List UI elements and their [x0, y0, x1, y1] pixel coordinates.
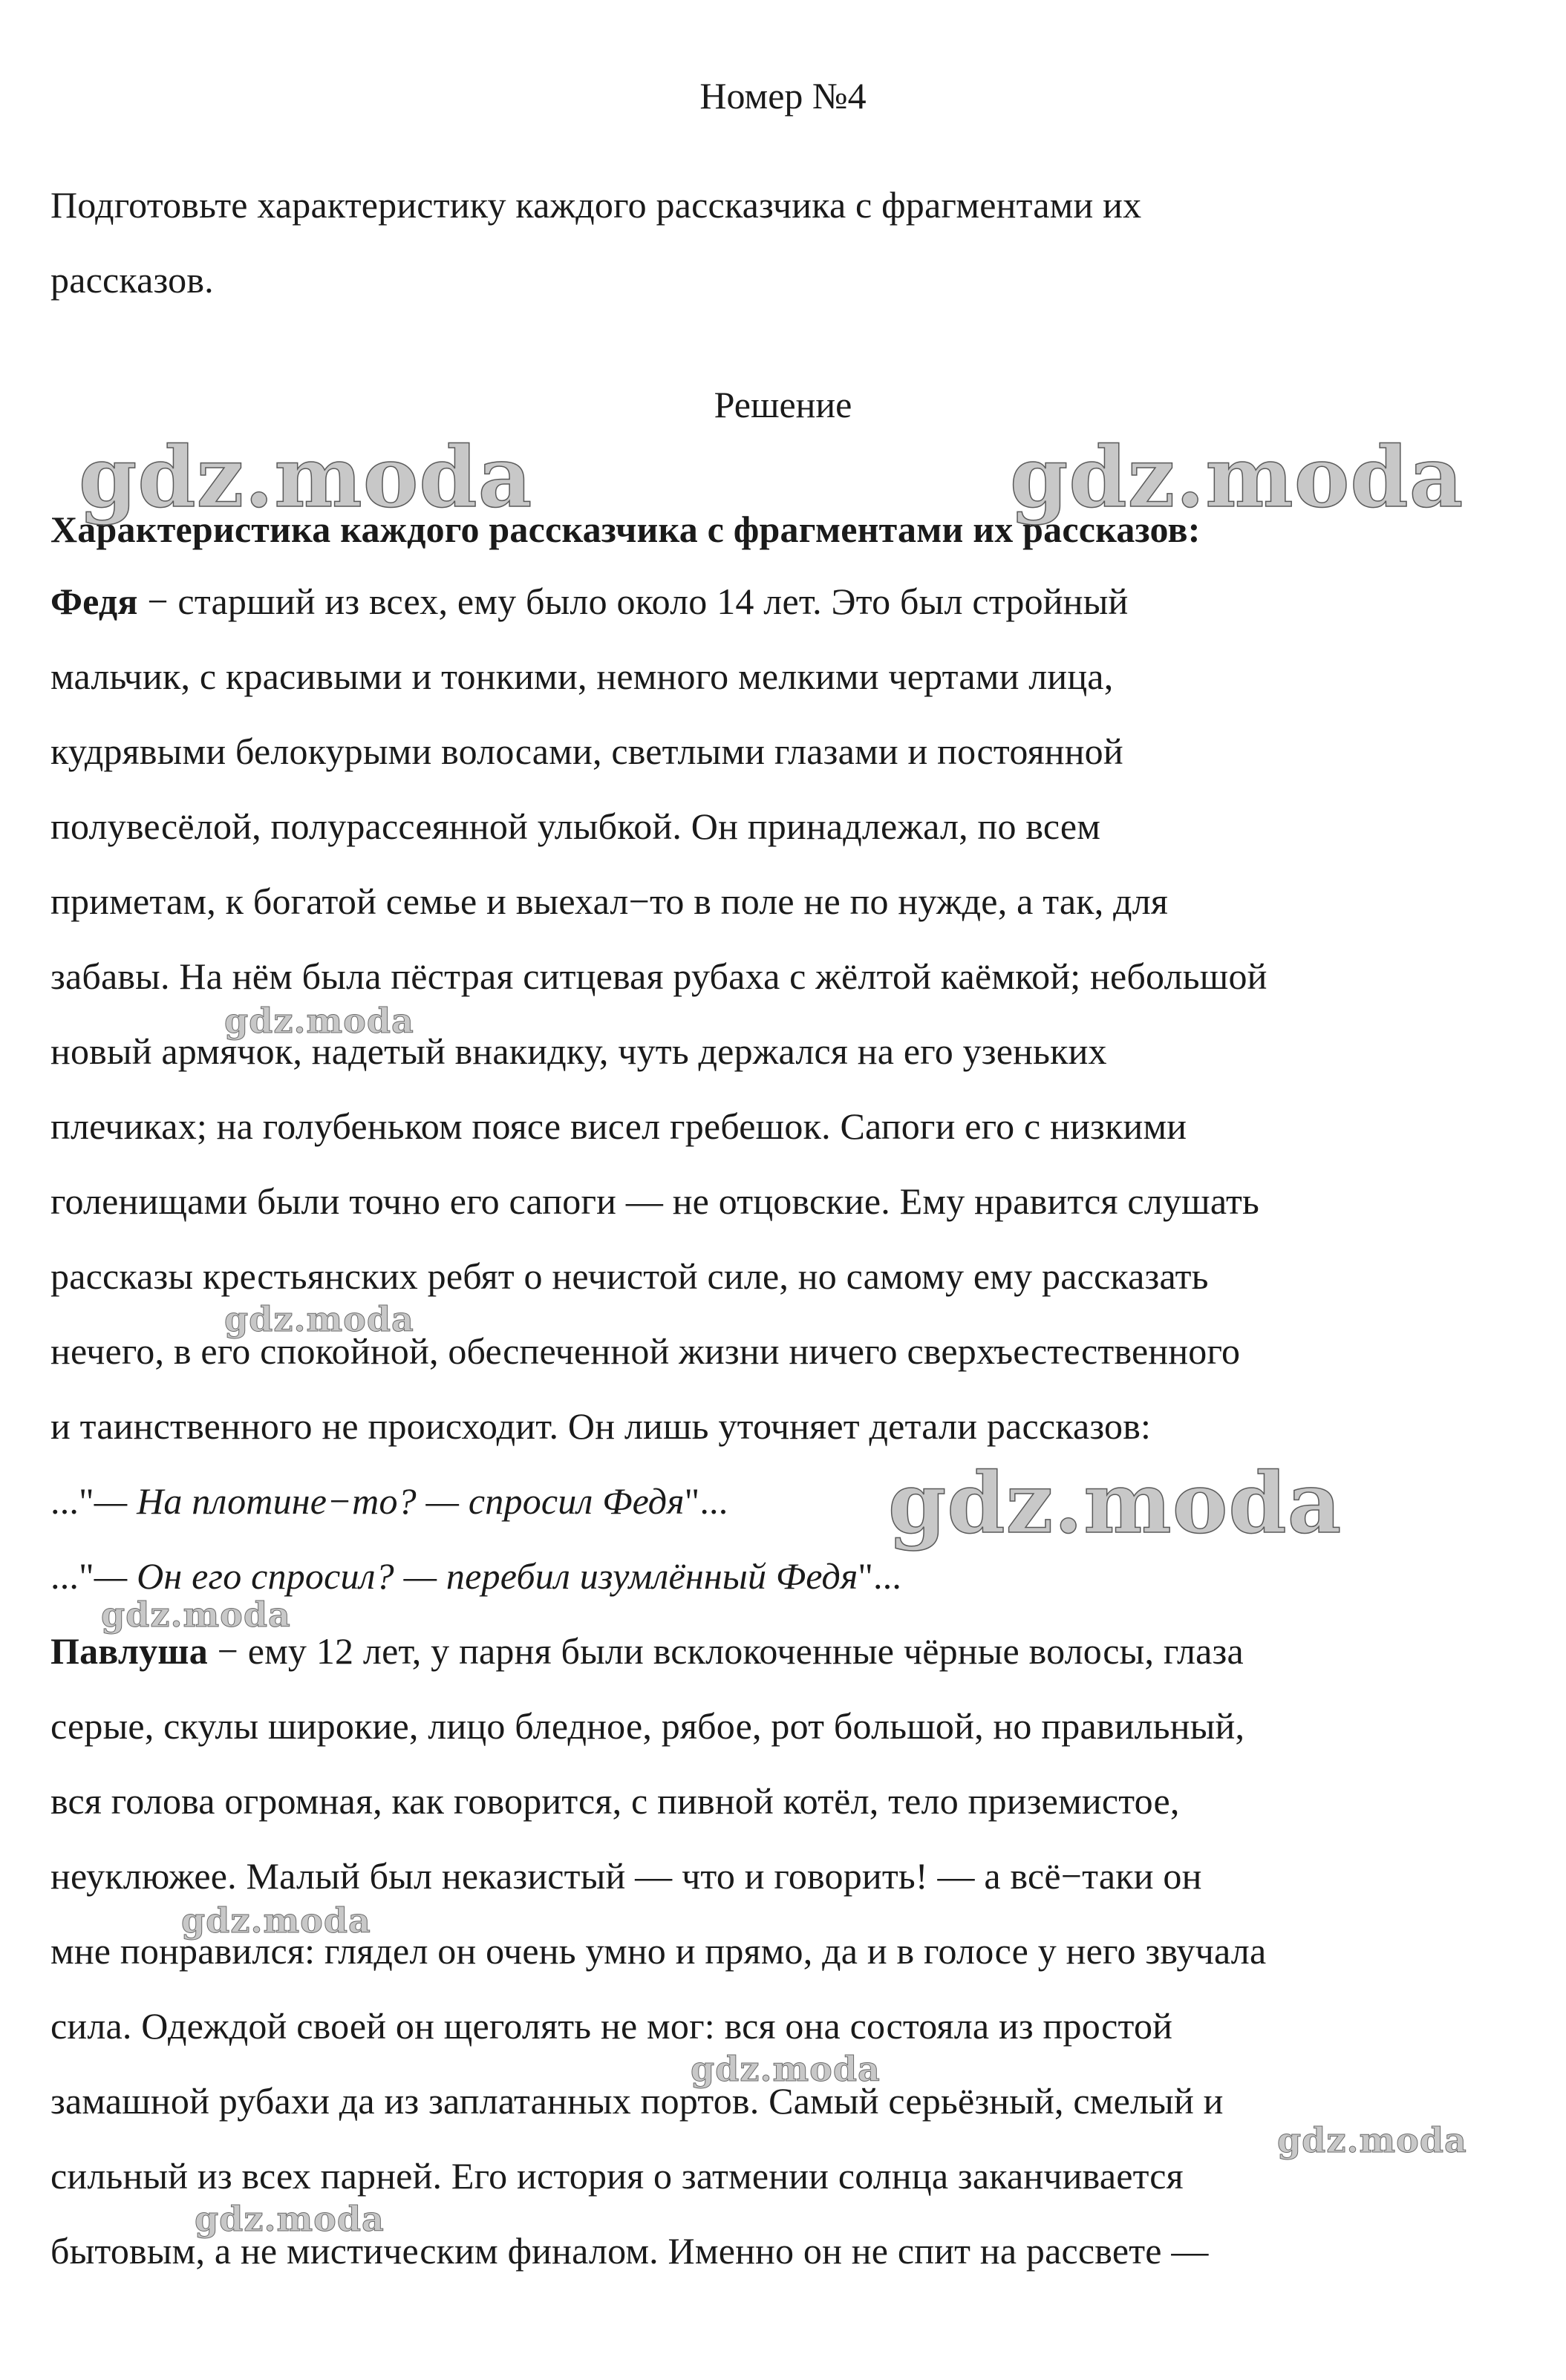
- pavlusha-line: сила. Одеждой своей он щеголять не мог: вся она состояла из простой: [50, 2005, 1173, 2047]
- fedya-line: и таинственного не происходит. Он лишь уточняет детали рассказов:: [50, 1405, 1152, 1447]
- fedya-line: новый армячок, надетый внакидку, чуть держался на его узеньких: [50, 1030, 1107, 1072]
- watermark: gdz.moda: [195, 2199, 385, 2239]
- pavlusha-line: [50, 1632, 1244, 1670]
- watermark: gdz.moda: [888, 1455, 1342, 1552]
- watermark: gdz.moda: [224, 1299, 414, 1339]
- solution-subheading: Характеристика каждого рассказчика с фрагментами их рассказов:: [50, 509, 1201, 550]
- fedya-line: [50, 583, 1128, 620]
- quote-open: ...": [50, 1480, 94, 1522]
- fedya-line: плечиках; на голубеньком поясе висел гребешок. Сапоги его с низкими: [50, 1105, 1187, 1147]
- pavlusha-line: сильный из всех парней. Его история о затмении солнца заканчивается: [50, 2155, 1184, 2197]
- fedya-line: приметам, к богатой семье и выехал−то в поле не по нужде, а так, для: [50, 880, 1169, 922]
- fedya-line: кудрявыми белокурыми волосами, светлыми глазами и постоянной: [50, 730, 1123, 772]
- fedya-name: Федя: [50, 581, 138, 622]
- quote-open: ...": [50, 1555, 94, 1597]
- task-text-line: Подготовьте характеристику каждого рассказчика с фрагментами их: [50, 184, 1142, 226]
- pavlusha-line: бытовым, а не мистическим финалом. Именно он не спит на рассвете —: [50, 2230, 1209, 2272]
- pavlusha-line: замашной рубахи да из заплатанных портов. Самый серьёзный, смелый и: [50, 2080, 1224, 2122]
- page-title: Номер №4: [699, 75, 867, 117]
- quote-close: "...: [684, 1480, 728, 1522]
- fedya-line: мальчик, с красивыми и тонкими, немного мелкими чертами лица,: [50, 656, 1114, 697]
- watermark: gdz.moda: [79, 429, 533, 526]
- fedya-line: рассказы крестьянских ребят о нечистой силе, но самому ему рассказать: [50, 1255, 1209, 1297]
- fedya-line: голенищами были точно его сапоги — не отцовские. Ему нравится слушать: [50, 1180, 1260, 1222]
- quote-text: — Он его спросил? — перебил изумлённый Федя: [94, 1555, 858, 1597]
- pavlusha-name: Павлуша: [50, 1630, 208, 1672]
- fedya-line: нечего, в его спокойной, обеспеченной жизни ничего сверхъестественного: [50, 1330, 1241, 1372]
- watermark: gdz.moda: [1277, 2120, 1467, 2160]
- pavlusha-line: мне понравился: глядел он очень умно и прямо, да и в голосе у него звучала: [50, 1930, 1267, 1972]
- solution-heading: Решение: [714, 384, 852, 425]
- fedya-quote: [50, 1557, 901, 1595]
- fedya-line: забавы. На нём была пёстрая ситцевая рубаха с жёлтой каёмкой; небольшой: [50, 955, 1268, 997]
- pavlusha-line: неуклюжее. Малый был неказистый — что и говорить! — а всё−таки он: [50, 1855, 1202, 1897]
- pavlusha-line: вся голова огромная, как говорится, с пивной котёл, тело приземистое,: [50, 1780, 1180, 1822]
- quote-close: "...: [858, 1555, 902, 1597]
- watermark: gdz.moda: [1010, 429, 1464, 526]
- watermark: gdz.moda: [181, 1900, 371, 1941]
- pavlusha-line: серые, скулы широкие, лицо бледное, рябое, рот большой, но правильный,: [50, 1705, 1245, 1747]
- fedya-line: полувесёлой, полурассеянной улыбкой. Он принадлежал, по всем: [50, 805, 1101, 847]
- watermark: gdz.moda: [101, 1595, 291, 1635]
- watermark: gdz.moda: [691, 2049, 881, 2089]
- watermark: gdz.moda: [224, 1001, 414, 1041]
- pavlusha-line-text: − ему 12 лет, у парня были всклокоченные чёрные волосы, глаза: [207, 1630, 1244, 1672]
- fedya-quote: [50, 1482, 728, 1520]
- fedya-line-text: − старший из всех, ему было около 14 лет. Это был стройный: [137, 581, 1129, 622]
- quote-text: — На плотине−то? — спросил Федя: [94, 1480, 685, 1522]
- task-text-line: рассказов.: [50, 259, 214, 301]
